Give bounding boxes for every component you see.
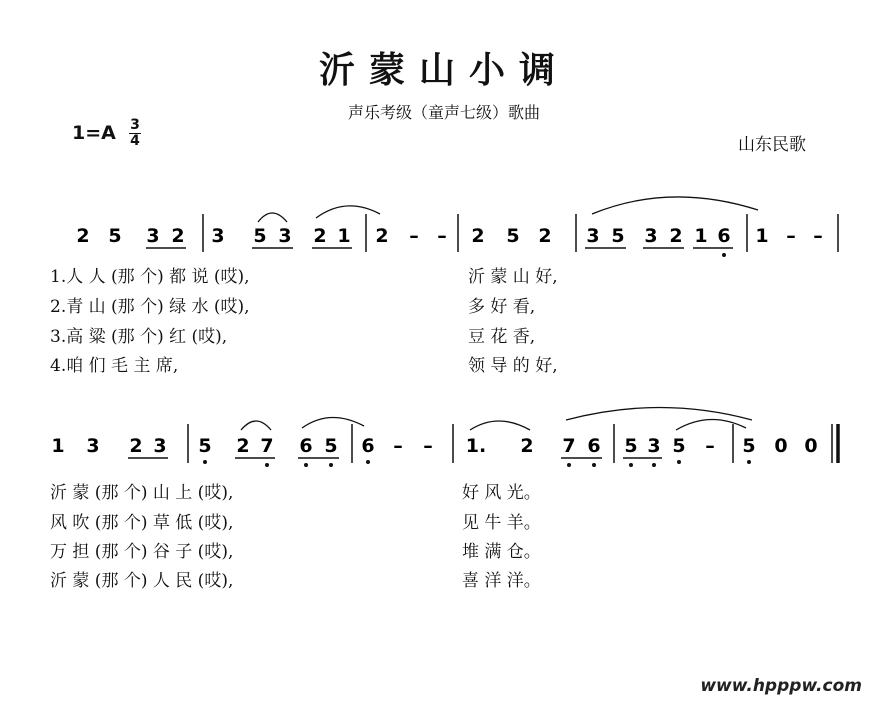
note: 1. xyxy=(465,435,487,457)
time-signature-top: 3 xyxy=(130,117,140,133)
composer-credit: 山东民歌 xyxy=(738,135,806,155)
note: 7 xyxy=(260,435,274,457)
lyric-verse-1b: 沂 蒙 山 好, xyxy=(468,267,558,287)
note: 5 xyxy=(506,225,520,247)
note: 3 xyxy=(86,435,100,457)
low-octave-dot xyxy=(677,460,681,464)
note: 2 xyxy=(520,435,534,457)
note: 2 xyxy=(76,225,90,247)
note: 1 xyxy=(337,225,351,247)
slur-mark xyxy=(676,419,746,430)
note: 5 xyxy=(624,435,638,457)
note: 0 xyxy=(774,435,788,457)
lyric-line-2b: 见 牛 羊。 xyxy=(462,513,541,533)
note: 1 xyxy=(755,225,769,247)
lyric-line-4b: 喜 洋 洋。 xyxy=(462,571,541,591)
lyric-verse-3a: 3.高 粱 (那 个) 红 (哎), xyxy=(50,327,228,347)
low-octave-dot xyxy=(366,460,370,464)
lyric-line-1a: 沂 蒙 (那 个) 山 上 (哎), xyxy=(50,483,234,503)
note: – xyxy=(393,435,403,457)
note: 3 xyxy=(153,435,167,457)
lyric-verse-4a: 4.咱 们 毛 主 席, xyxy=(50,356,179,376)
note: 1 xyxy=(694,225,708,247)
slur-mark xyxy=(470,421,530,430)
time-signature-bottom: 4 xyxy=(130,133,140,149)
note: 3 xyxy=(211,225,225,247)
song-title: 沂蒙山小调 xyxy=(318,49,569,91)
note: 3 xyxy=(278,225,292,247)
note: 6 xyxy=(717,225,731,247)
staff-2 xyxy=(51,408,838,468)
note: 3 xyxy=(647,435,661,457)
low-octave-dot xyxy=(567,463,571,467)
slur-mark xyxy=(316,206,380,218)
note: 3 xyxy=(146,225,160,247)
note: 1 xyxy=(51,435,65,457)
lyric-line-2a: 风 吹 (那 个) 草 低 (哎), xyxy=(50,513,234,533)
note: 5 xyxy=(253,225,267,247)
note: 6 xyxy=(587,435,601,457)
low-octave-dot xyxy=(203,460,207,464)
note: 5 xyxy=(108,225,122,247)
lyric-verse-2b: 多 好 看, xyxy=(468,297,536,317)
lyric-verse-4b: 领 导 的 好, xyxy=(468,356,558,376)
note: 2 xyxy=(236,435,250,457)
lyric-verse-2a: 2.青 山 (那 个) 绿 水 (哎), xyxy=(50,297,250,317)
low-octave-dot xyxy=(592,463,596,467)
lyric-line-4a: 沂 蒙 (那 个) 人 民 (哎), xyxy=(50,571,234,591)
note: 2 xyxy=(171,225,185,247)
note: 5 xyxy=(324,435,338,457)
note: – xyxy=(409,225,419,247)
song-subtitle: 声乐考级（童声七级）歌曲 xyxy=(347,103,540,122)
slur-mark xyxy=(258,213,287,222)
lyric-verse-3b: 豆 花 香, xyxy=(468,327,536,347)
note: 5 xyxy=(198,435,212,457)
site-watermark: www.hpppw.com xyxy=(700,676,862,696)
low-octave-dot xyxy=(265,463,269,467)
low-octave-dot xyxy=(722,253,726,257)
slur-mark xyxy=(592,197,758,214)
note: 5 xyxy=(672,435,686,457)
note: – xyxy=(705,435,715,457)
note: 0 xyxy=(804,435,818,457)
lyric-line-3b: 堆 满 仓。 xyxy=(462,542,541,562)
slur-mark xyxy=(241,421,271,430)
note: – xyxy=(423,435,433,457)
slur-mark xyxy=(566,408,752,421)
note: 2 xyxy=(375,225,389,247)
note: – xyxy=(786,225,796,247)
note: 2 xyxy=(471,225,485,247)
low-octave-dot xyxy=(629,463,633,467)
note: 6 xyxy=(299,435,313,457)
note: 3 xyxy=(644,225,658,247)
key-signature: 1=A xyxy=(72,122,116,144)
note: 5 xyxy=(742,435,756,457)
low-octave-dot xyxy=(652,463,656,467)
lyric-line-3a: 万 担 (那 个) 谷 子 (哎), xyxy=(50,542,234,562)
note: 5 xyxy=(611,225,625,247)
note: 2 xyxy=(313,225,327,247)
lyric-verse-1a: 1.人 人 (那 个) 都 说 (哎), xyxy=(50,267,250,287)
staff-1 xyxy=(76,197,838,257)
note: – xyxy=(437,225,447,247)
note: – xyxy=(813,225,823,247)
note: 7 xyxy=(562,435,576,457)
note: 2 xyxy=(129,435,143,457)
lyric-line-1b: 好 风 光。 xyxy=(462,483,541,503)
low-octave-dot xyxy=(304,463,308,467)
note: 2 xyxy=(538,225,552,247)
note: 3 xyxy=(586,225,600,247)
note: 6 xyxy=(361,435,375,457)
low-octave-dot xyxy=(329,463,333,467)
slur-mark xyxy=(302,417,364,428)
low-octave-dot xyxy=(747,460,751,464)
note: 2 xyxy=(669,225,683,247)
